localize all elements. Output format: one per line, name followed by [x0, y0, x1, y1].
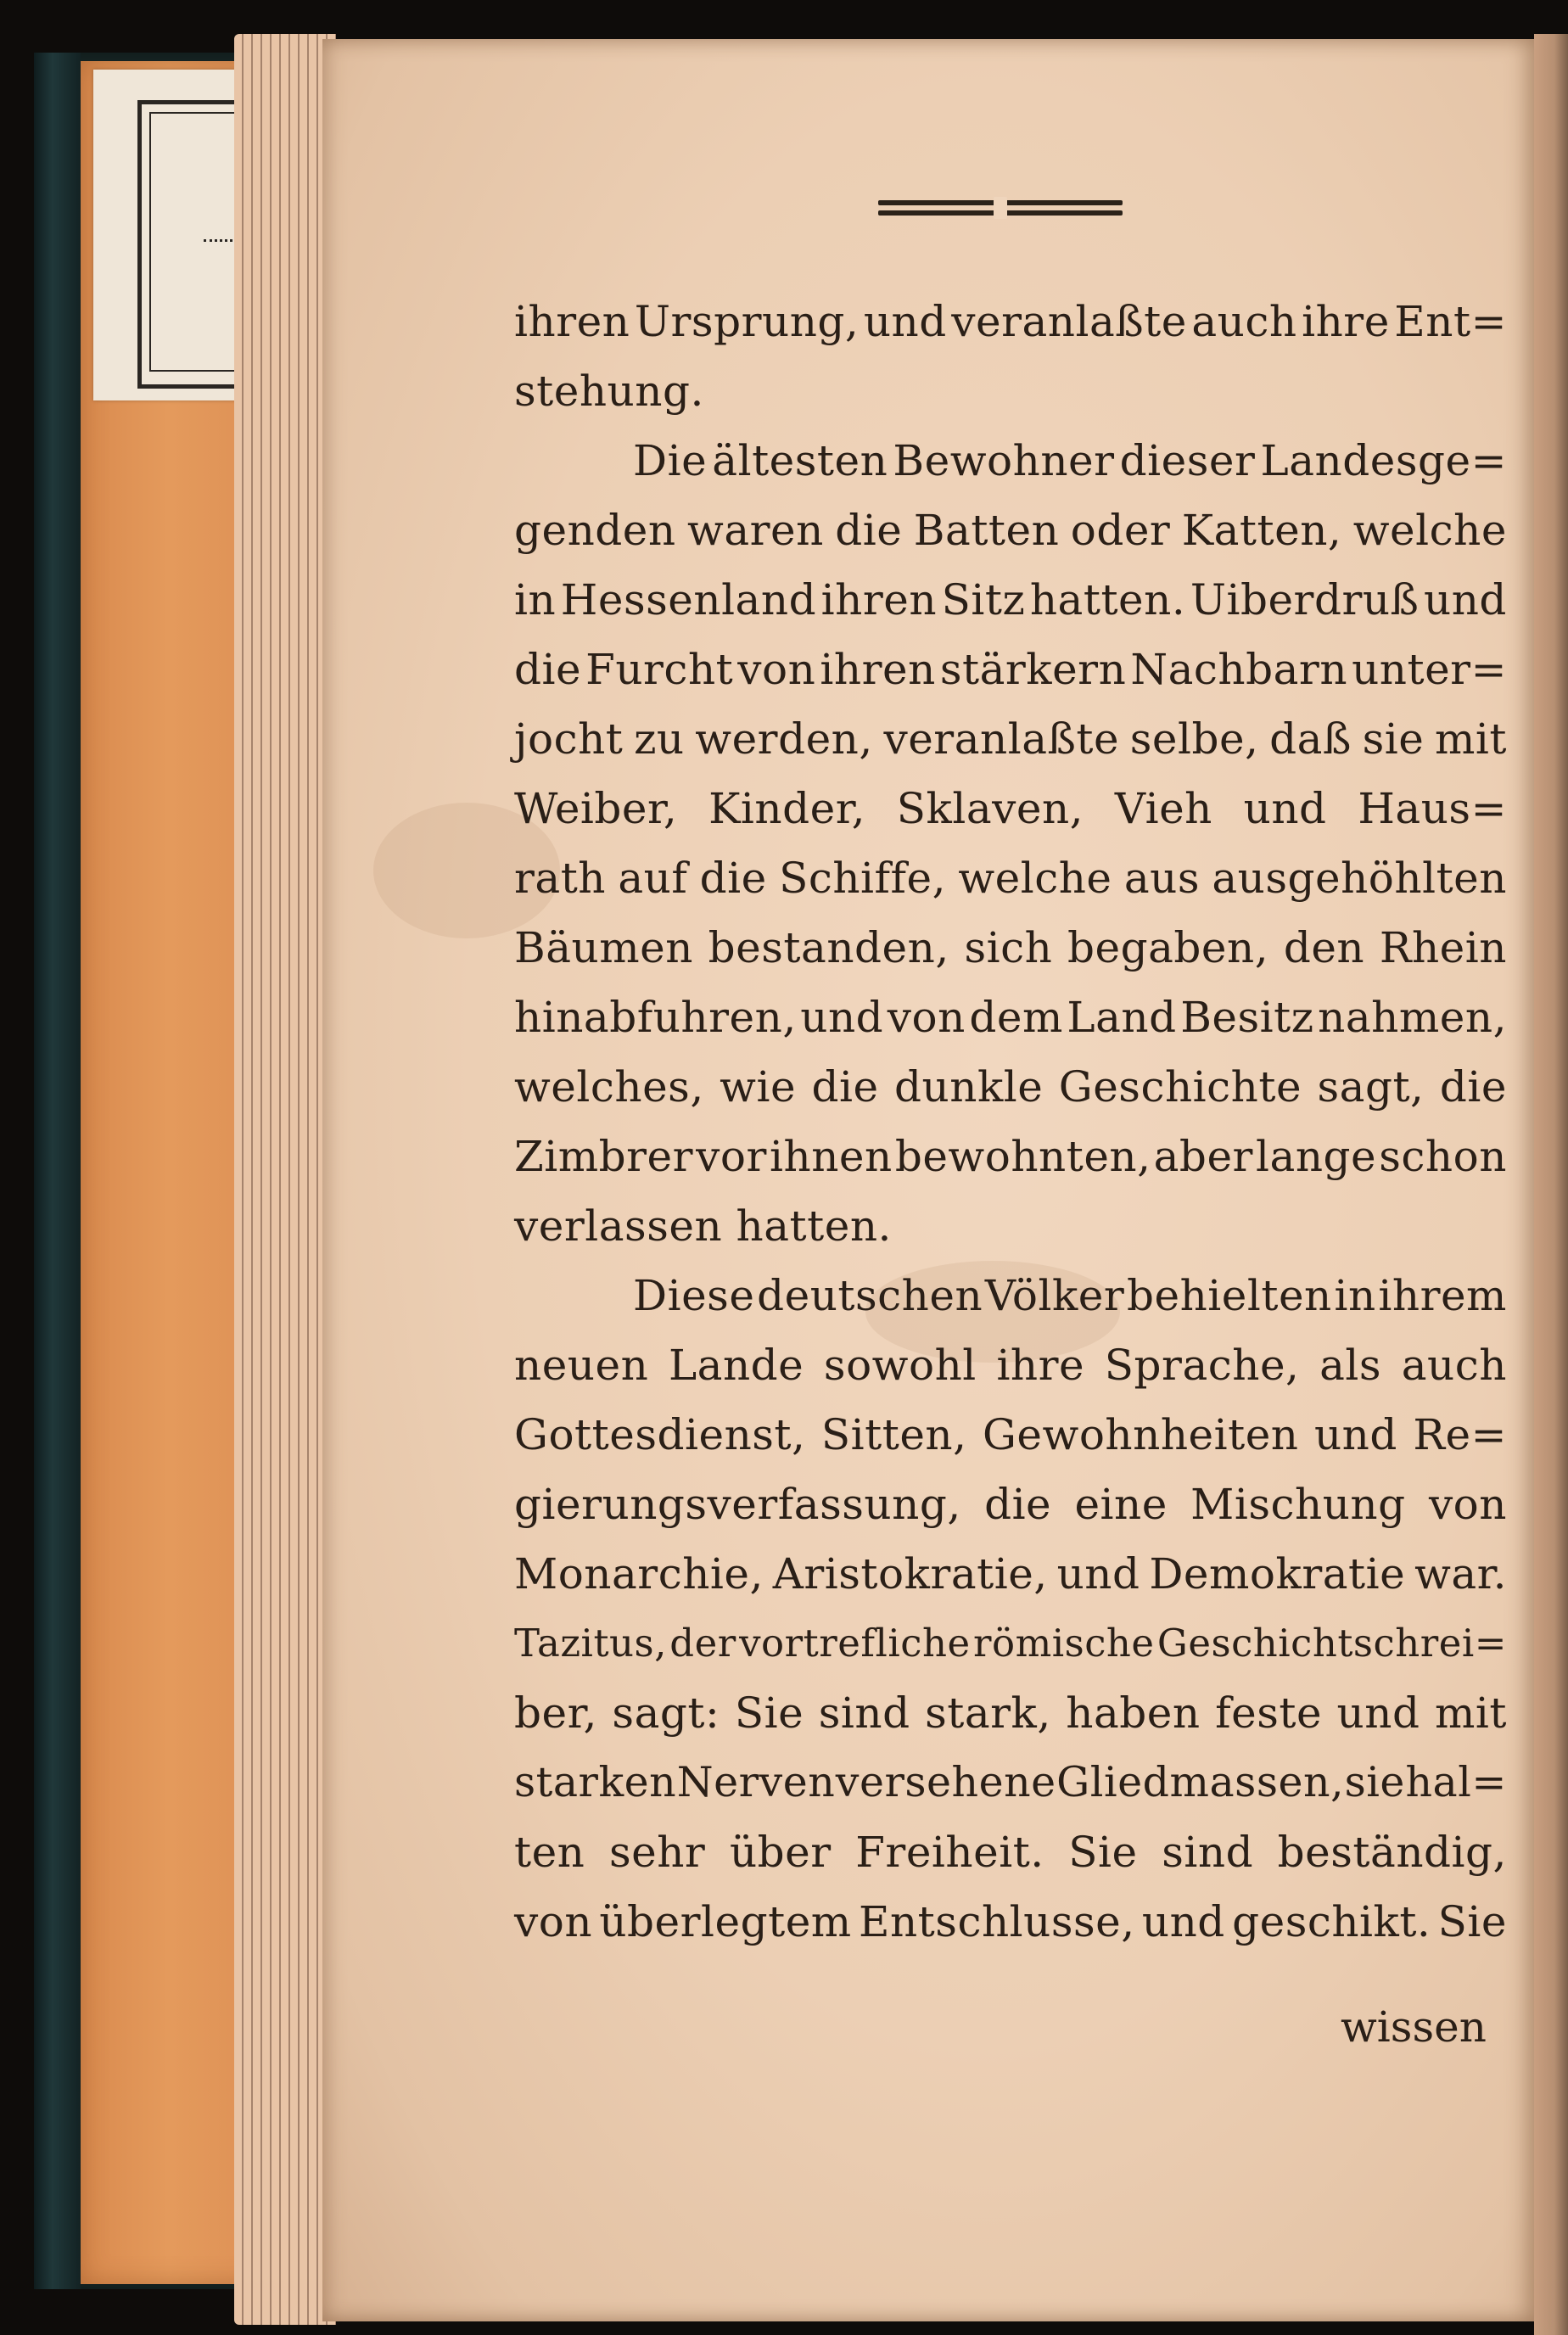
- text-line: in Hessenland ihren Sitz hatten. Uiberdruß und: [514, 575, 1507, 624]
- header-ornament: [878, 197, 1123, 219]
- text-line: die Furcht von ihren stärkern Nachbarn unter=: [514, 645, 1507, 694]
- page-edge-right: [1534, 34, 1568, 2335]
- text-line: stehung.: [514, 367, 704, 416]
- text-line: Monarchie, Aristokratie, und Demokratie war.: [514, 1549, 1507, 1599]
- catchword: wissen: [1341, 2002, 1487, 2052]
- text-line: genden waren die Batten oder Katten, welche: [514, 506, 1507, 555]
- text-line: starken Nerven versehene Gliedmassen, sie hal=: [514, 1758, 1507, 1806]
- text-line: ihren Ursprung, und veranlaßte auch ihre Ent=: [514, 297, 1507, 346]
- text-line: welches, wie die dunkle Geschichte sagt, die: [514, 1062, 1507, 1112]
- text-line: jocht zu werden, veranlaßte selbe, daß sie mit: [514, 714, 1507, 764]
- text-line: Weiber, Kinder, Sklaven, Vieh und Haus=: [514, 784, 1507, 833]
- text-line: Diese deutschen Völker behielten in ihrem: [633, 1271, 1507, 1320]
- text-line: Tazitus, der vortrefliche römische Geschichtschrei=: [514, 1621, 1507, 1666]
- text-line: von überlegtem Entschlusse, und geschikt. Sie: [514, 1897, 1507, 1946]
- text-line: Gottesdienst, Sitten, Gewohnheiten und Re=: [514, 1410, 1507, 1459]
- text-line: ten sehr über Freiheit. Sie sind beständig,: [514, 1828, 1507, 1877]
- text-line: rath auf die Schiffe, welche aus ausgehöhlten: [514, 854, 1507, 903]
- page-text: [514, 287, 1507, 1957]
- book-spine: [34, 53, 81, 2289]
- text-line: Bäumen bestanden, sich begaben, den Rhein: [514, 923, 1507, 972]
- text-line: Zimbrer vor ihnen bewohnten, aber lange schon: [514, 1132, 1507, 1181]
- text-line: gierungsverfassung, die eine Mischung von: [514, 1480, 1507, 1529]
- text-line: hinabfuhren, und von dem Land Besitz nahmen,: [514, 993, 1507, 1042]
- text-line: verlassen hatten.: [514, 1201, 892, 1251]
- text-line: Die ältesten Bewohner dieser Landesge=: [633, 436, 1507, 485]
- text-line: ber, sagt: Sie sind stark, haben feste und mit: [514, 1688, 1507, 1738]
- page-edges: [234, 34, 336, 2325]
- text-line: neuen Lande sowohl ihre Sprache, als auch: [514, 1341, 1507, 1390]
